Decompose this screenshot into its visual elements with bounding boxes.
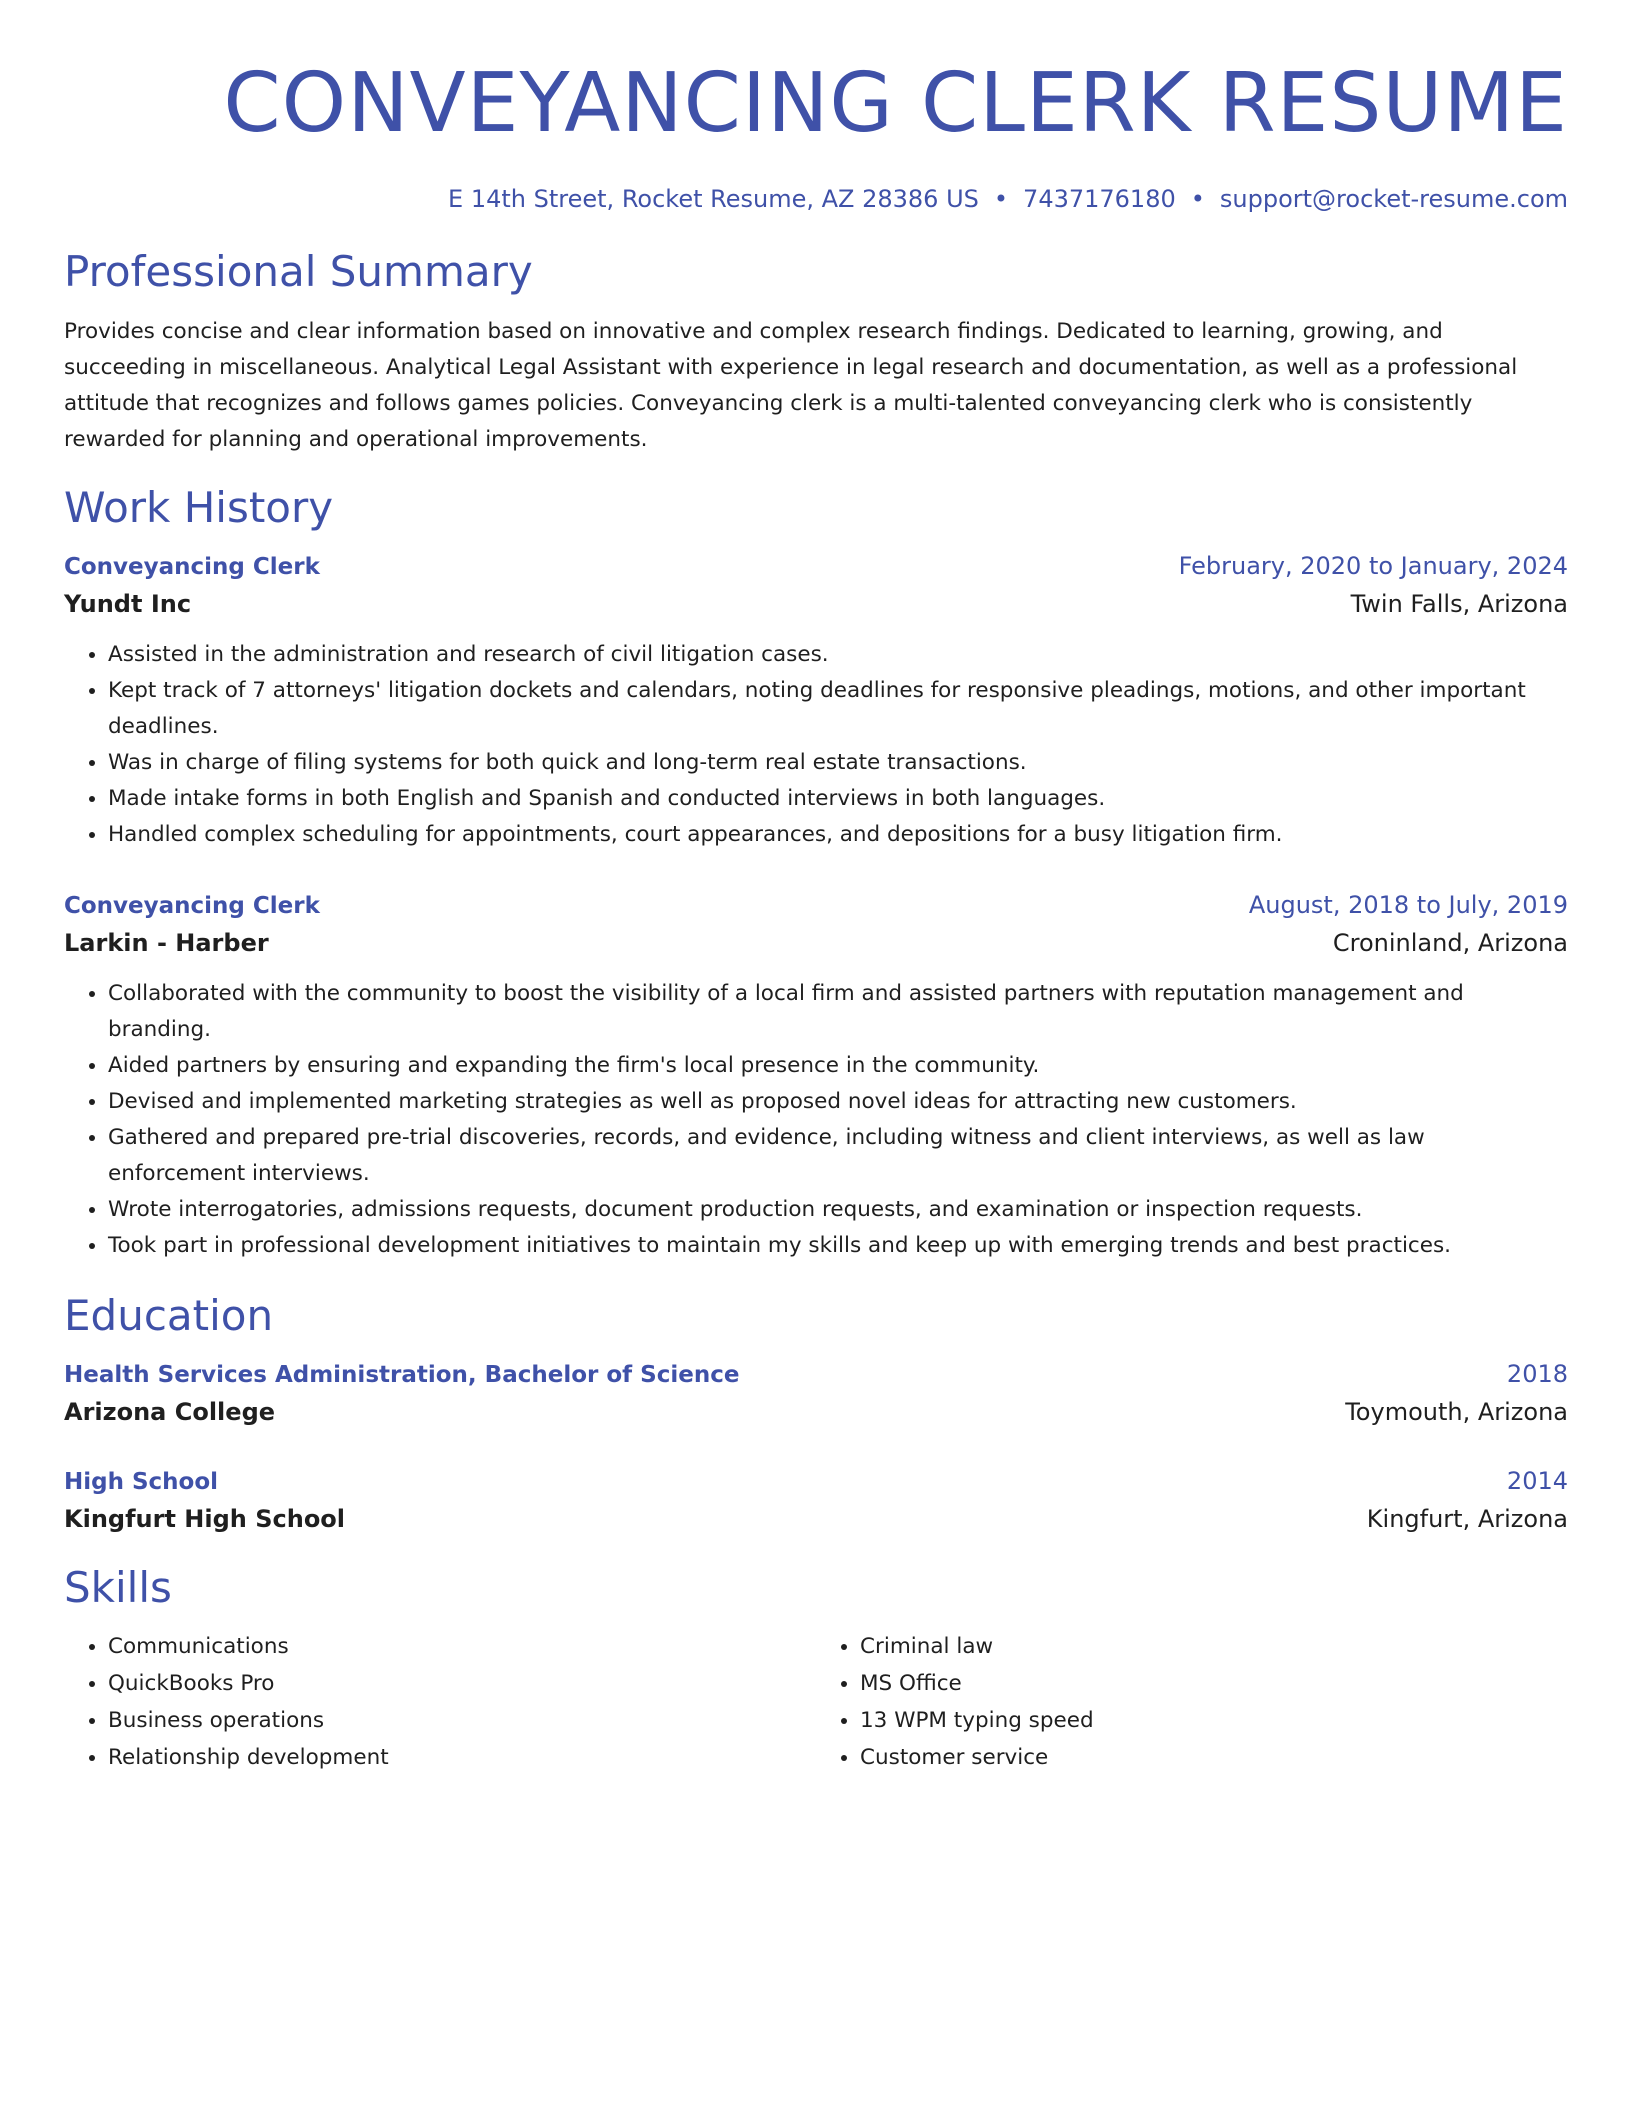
list-item: • Business operations (108, 1702, 816, 1739)
job-company: Larkin - Harber (64, 929, 269, 957)
education-year: 2014 (1506, 1467, 1568, 1495)
contact-line (64, 182, 1568, 216)
skills-column-right (816, 1628, 1568, 1776)
education-degree: High School (64, 1469, 219, 1495)
job-bullets (64, 637, 1568, 853)
job-location: Croninland, Arizona (1332, 929, 1568, 957)
contact-phone: 7437176180 (1023, 185, 1176, 213)
list-item: • Aided partners by ensuring and expanding the firm's local presence in the community. (108, 1048, 1568, 1084)
list-item: • Made intake forms in both English and Spanish and conducted interviews in both languages. (108, 781, 1568, 817)
list-item: • Collaborated with the community to boost the visibility of a local firm and assisted partners with reputation management and branding. (108, 976, 1568, 1048)
list-item: • Kept track of 7 attorneys' litigation dockets and calendars, noting deadlines for responsive pleadings, motions, and other important deadlines. (108, 673, 1568, 745)
contact-separator: • (1190, 185, 1205, 213)
education-year: 2018 (1506, 1360, 1568, 1388)
job-location: Twin Falls, Arizona (1350, 590, 1568, 618)
resume-title: CONVEYANCING CLERK RESUME (223, 56, 1568, 151)
list-item: • Took part in professional development initiatives to maintain my skills and keep up with emerging trends and best practices. (108, 1228, 1568, 1264)
contact-email: support@rocket-resume.com (1219, 185, 1568, 213)
job-entry (64, 548, 1568, 853)
list-item: • Wrote interrogatories, admissions requests, document production requests, and examination or inspection requests. (108, 1192, 1568, 1228)
list-item: • Communications (108, 1628, 816, 1665)
list-item: • Assisted in the administration and research of civil litigation cases. (108, 637, 1568, 673)
education-entry (64, 1356, 1568, 1431)
skills-heading: Skills (64, 1563, 172, 1612)
list-item: • 13 WPM typing speed (860, 1702, 1568, 1739)
education-degree: Health Services Administration, Bachelor of Science (64, 1362, 740, 1388)
job-dates: February, 2020 to January, 2024 (1178, 552, 1568, 580)
education-location: Toymouth, Arizona (1345, 1398, 1568, 1426)
job-title: Conveyancing Clerk (64, 893, 320, 919)
education-school: Kingfurt High School (64, 1505, 346, 1533)
education-school: Arizona College (64, 1398, 276, 1426)
list-item: • QuickBooks Pro (108, 1665, 816, 1702)
job-entry (64, 887, 1568, 1264)
list-item: • Criminal law (860, 1628, 1568, 1665)
skills-list (64, 1628, 1568, 1776)
job-title: Conveyancing Clerk (64, 554, 320, 580)
job-dates: August, 2018 to July, 2019 (1248, 891, 1568, 919)
list-item: • Relationship development (108, 1739, 816, 1776)
list-item: • Gathered and prepared pre-trial discoveries, records, and evidence, including witness and client interviews, as well as law enforcement interviews. (108, 1120, 1568, 1192)
list-item: • MS Office (860, 1665, 1568, 1702)
summary-text: Provides concise and clear information based on innovative and complex research findings. Dedicated to learning, growing, and succeeding in miscellaneous. Analytical Legal Assistant with experience in legal research and documentation, as well as a professional attitude that recognizes and follows games policies. Conveyancing clerk is a multi-talented conveyancing clerk who is consistently rewarded for planning and operational improvements. (64, 319, 1518, 452)
list-item: • Was in charge of filing systems for both quick and long-term real estate transactions. (108, 745, 1568, 781)
summary-heading: Professional Summary (64, 247, 533, 296)
list-item: • Devised and implemented marketing strategies as well as proposed novel ideas for attracting new customers. (108, 1084, 1568, 1120)
work-heading: Work History (64, 483, 334, 532)
job-company: Yundt Inc (64, 590, 192, 618)
contact-address: E 14th Street, Rocket Resume, AZ 28386 US (448, 185, 979, 213)
list-item: • Customer service (860, 1739, 1568, 1776)
contact-separator: • (993, 185, 1009, 213)
job-bullets (64, 976, 1568, 1264)
education-heading: Education (64, 1291, 274, 1340)
list-item: • Handled complex scheduling for appointments, court appearances, and depositions for a busy litigation firm. (108, 817, 1568, 853)
education-location: Kingfurt, Arizona (1366, 1505, 1568, 1533)
education-entry (64, 1463, 1568, 1538)
skills-column-left (64, 1628, 816, 1776)
